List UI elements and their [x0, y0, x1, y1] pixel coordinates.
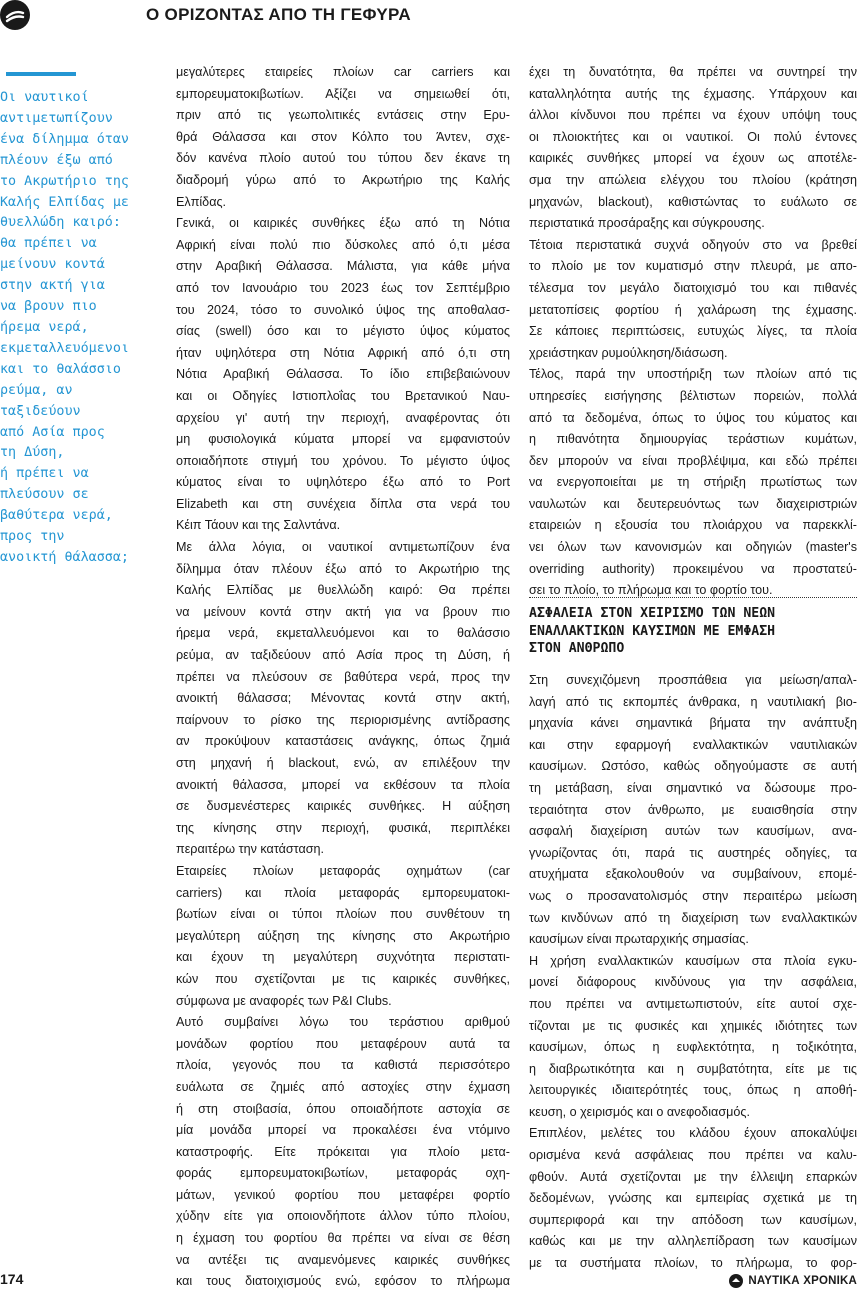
- text-line: κευση, ο χειρισμός και ο ανεφοδιασμός.: [529, 1104, 750, 1119]
- pull-quote-line: Οι ναυτικοί: [0, 90, 89, 105]
- pull-quote-line: ήρεμα νερά,: [0, 319, 89, 335]
- text-line: carriers) και πλοία μεταφοράς εμπορευματοκι-: [176, 885, 510, 900]
- text-line: φοράς εμπορευματοκιβωτίων, μεταφοράς οχη-: [176, 1166, 510, 1181]
- text-line: γνωρίζοντας ότι, παρά τις αυστηρές οδηγίες, τα: [529, 845, 857, 860]
- text-line: τέλεσμα τον μεγάλο διατοιχισμό του και πιθανές: [529, 280, 857, 295]
- text-line: οι πλοιοκτήτες και οι ναυτικοί. Οι πολύ έντονες: [529, 129, 857, 144]
- pull-quote-line: πλέουν έξω από: [0, 152, 113, 168]
- text-line: στην Αραβική Θάλασσα. Μάλιστα, για κάθε μήνα: [176, 259, 510, 274]
- text-line: καυσίμων. Ωστόσο, καθώς οδηγούμαστε σε αυτή: [529, 759, 857, 774]
- pull-quote: [0, 88, 170, 569]
- text-line: η πιθανότητα δημιουργίας τεράστιων κυμάτων,: [529, 432, 857, 447]
- text-line: περιστατικά προσάραξης και σύγκρουσης.: [529, 216, 765, 231]
- section-title: Ο ΟΡΙΖΟΝΤΑΣ ΑΠΟ ΤΗ ΓΕΦΥΡΑ: [146, 5, 411, 24]
- text-line: συμπεριφορά και την απόδοση των καυσίμων,: [529, 1212, 857, 1227]
- text-line: τεραιότητα στον άνθρωπο, με ευαισθησία στην: [529, 802, 857, 817]
- pull-quote-line: ταξιδεύουν: [0, 403, 81, 419]
- footer-brand: [729, 1272, 857, 1290]
- text-line: Με άλλα λόγια, οι ναυτικοί αντιμετωπίζουν ένα: [176, 540, 510, 555]
- text-line: η διαβρωτικότητα και η συμβατότητα, είτε με τις: [529, 1061, 857, 1076]
- text-line: Η χρήση εναλλακτικών καυσίμων στα πλοία εγκυ-: [529, 953, 857, 968]
- text-line: καυσίμων, όπως η ευφλεκτότητα, η τοξικότητα,: [529, 1040, 857, 1055]
- text-line: περαιτέρω την κατάσταση.: [176, 842, 325, 857]
- text-line: μηχανών, blackout), καθιστώντας το ευάλωτο σε: [529, 194, 857, 209]
- text-line: πρέπει να πλεύσουν σε βαθύτερα νερά, προς την: [176, 669, 510, 684]
- article-column-2: [176, 62, 510, 1293]
- pull-quote-line: τη Δύση,: [0, 445, 65, 461]
- pull-quote-line: μείνουν κοντά: [0, 257, 105, 273]
- text-line: Νότια Αραβική Θάλασσα. Το ίδιο επιβεβαιώνουν: [176, 367, 510, 382]
- text-line: σμα την απώλεια ελέγχου του πλοίου (κράτηση: [529, 172, 857, 187]
- text-line: στη μηχανή ή blackout, ενώ, αν επιλέξουν την: [176, 756, 510, 770]
- text-line: εμπορευματοκιβωτίων. Αξίζει να σημειωθεί ότι,: [176, 86, 510, 101]
- text-line: ορισμένα κενά ασφάλειας που πρέπει να καλυ-: [529, 1148, 857, 1163]
- text-line: βωτίων είναι οι τύποι πλοίων που συνθέτουν τη: [176, 907, 510, 922]
- pull-quote-line: να βρουν πιο: [0, 299, 97, 315]
- text-line: Στη συνεχιζόμενη προσπάθεια για μείωση/απαλ-: [529, 673, 857, 687]
- section-heading: [529, 605, 857, 658]
- text-line: μονάδων φορτίου που μεταφέρουν αυτά τα: [176, 1036, 510, 1051]
- text-line: και οι Οδηγίες Ιστιοπλοΐας του Βρετανικού Ναυ-: [176, 388, 510, 403]
- text-line: ή στη στοιβασία, όπου οποιαδήποτε αστοχία σε: [176, 1101, 510, 1116]
- text-line: μεγαλύτερη αύξηση της κίνησης στο Ακρωτήριο: [176, 928, 510, 943]
- text-line: να αντέξει τις αναμενόμενες καιρικές συνθήκες: [176, 1252, 510, 1267]
- text-line: έχει τη δυνατότητα, θα πρέπει να συντηρεί την: [529, 65, 857, 79]
- text-line: με τα συστήματα πλοίων, το πλήρωμα, το φορ-: [529, 1256, 857, 1271]
- text-line: λειτουργικές ιδιαιτερότητές τους, όπως η αποθή-: [529, 1083, 857, 1098]
- text-line: μονεί διάφορους κινδύνους για την ασφάλεια,: [529, 975, 857, 990]
- text-line: Εταιρείες πλοίων μεταφοράς οχημάτων (car: [176, 863, 510, 878]
- pull-quote-line: προς την: [0, 529, 65, 545]
- text-line: μεγαλύτερες εταιρείες πλοίων car carriers και: [176, 65, 510, 79]
- text-line: ήταν υψηλότερα στη Νότια Αφρική από ό,τι στη: [176, 345, 510, 360]
- section-divider: [529, 597, 857, 598]
- text-line: παίρνουν το ρίσκο της περιορισμένης αντίδρασης: [176, 712, 510, 727]
- pull-quote-line: αντιμετωπίζουν: [0, 110, 113, 126]
- text-line: ασφαλή διαχείριση αυτών των καυσίμων, ανα-: [529, 824, 857, 839]
- text-line: και έχουν τη μεγαλύτερη συχνότητα περιστατι-: [176, 950, 510, 965]
- text-line: από τον Ιανουάριο του 2023 έως τον Σεπτέμβριο: [176, 280, 510, 295]
- text-line: μία μονάδα μπορεί να προκαλέσει ένα ντόμινο: [176, 1123, 510, 1138]
- text-line: κύματος είναι το υψηλότερο έξω από το Port: [176, 475, 510, 490]
- text-line: μη φυσιολογικά κύματα μπορεί να εμφανιστούν: [176, 432, 510, 447]
- section-body: [529, 670, 857, 1275]
- pull-quote-line: Καλής Ελπίδας με: [0, 194, 129, 210]
- text-line: χρειάστηκαν ρυμούλκηση/διάσωση.: [529, 345, 728, 360]
- text-line: νως ο προσανατολισμός στην περαιτέρω μείωση: [529, 888, 857, 903]
- text-line: αν προκύψουν καταστάσεις ανάγκης, όπως ζημιά: [176, 734, 510, 749]
- text-line: άλλοι κίνδυνοι που πρέπει να έχουν υπόψη τους: [529, 108, 857, 123]
- pull-quote-line: ρεύμα, αν: [0, 382, 73, 398]
- heading-line: ΕΝΑΛΛΑΚΤΙΚΩΝ ΚΑΥΣΙΜΩΝ ΜΕ ΕΜΦΑΣΗ: [529, 623, 776, 639]
- text-line: σε δυσμενέστερες καιρικές συνθήκες. Η αύξηση: [176, 799, 510, 814]
- text-line: σίας (swell) όσο και το μέγιστο ύψος κύματος: [176, 324, 510, 339]
- text-line: και στην εφαρμογή εναλλακτικών ναυτιλιακών: [529, 737, 857, 752]
- text-line: δόν κανένα πλοίο αυτού του τύπου δεν έκανε τη: [176, 151, 510, 166]
- text-line: Σε κάποιες περιπτώσεις, ευτυχώς λίγες, τα πλοία: [529, 324, 857, 339]
- page-number: 174: [0, 1271, 24, 1287]
- text-line: ναυλωτών και δευτερευόντως των διαχειριστριών: [529, 496, 857, 511]
- text-line: Τέτοια περιστατικά συχνά οδηγούν στο να βρεθεί: [529, 237, 857, 252]
- text-line: Γενικά, οι καιρικές συνθήκες έξω από τη Νότια: [176, 216, 510, 231]
- text-line: ήρεμα νερά, εκμεταλλευόμενοι και το θαλάσσιο: [176, 626, 510, 641]
- text-line: Καλής Ελπίδας με θυελλώδη καιρό: Θα πρέπει: [176, 583, 510, 598]
- text-line: πριν από τις γεωπολιτικές εντάσεις στην Ερυ-: [176, 108, 510, 123]
- heading-line: ΑΣΦΑΛΕΙΑ ΣΤΟΝ ΧΕΙΡΙΣΜΟ ΤΩΝ ΝΕΩΝ: [529, 606, 776, 621]
- text-line: ανοικτή θάλασσα, μπορεί να εκθέσουν τα πλοία: [176, 777, 510, 792]
- text-line: να ενεργοποιείται με τη στήριξη πρωτίστως των: [529, 475, 857, 490]
- text-line: ανοικτή θάλασσα; Μένοντας κοντά στην ακτή,: [176, 691, 510, 706]
- text-line: του 2024, τόσο το συνολικό ύψος της αποθαλασ-: [176, 302, 510, 317]
- text-line: πλοία, γεγονός που τα καθιστά περισσότερο: [176, 1058, 510, 1073]
- text-line: οποιαδήποτε στιγμή του χρόνου. Το μέγιστο ύψος: [176, 453, 510, 468]
- text-line: δίλημμα όταν πλέουν έξω από το Ακρωτήριο της: [176, 561, 510, 576]
- pull-quote-rule: [6, 72, 76, 76]
- pull-quote-line: το Ακρωτήριο της: [0, 173, 129, 189]
- text-line: φθούν. Αυτά σχετίζονται με την έλλειψη επαρκών: [529, 1169, 857, 1184]
- text-line: Επιπλέον, μελέτες του κλάδου έχουν αποκαλύψει: [529, 1126, 857, 1141]
- heading-line: ΣΤΟΝ ΑΝΘΡΩΠΟ: [529, 641, 625, 656]
- text-line: η έχμαση του φορτίου θα πρέπει να είναι σε θέση: [176, 1231, 510, 1246]
- ship-logo-icon: [729, 1274, 743, 1288]
- text-line: μάτων, γενικού φορτίου που μεταφέρει φορτίο: [176, 1187, 510, 1202]
- text-line: να μείνουν κοντά στην ακτή για να βρουν πιο: [176, 604, 510, 619]
- pull-quote-line: ή πρέπει να: [0, 466, 89, 482]
- text-line: Τέλος, παρά την υποστήριξη των πλοίων από τις: [529, 367, 857, 382]
- text-line: σει το πλοίο, το πλήρωμα και το φορτίο του.: [529, 583, 773, 598]
- text-line: τη μετάβαση, είναι σημαντικό να δώσουμε προ-: [529, 780, 857, 795]
- brand-name: ΝΑΥΤΙΚΑ ΧΡΟΝΙΚΑ: [748, 1275, 857, 1287]
- text-line: διαδρομή γύρω από το Ακρωτήριο της Καλής: [176, 172, 510, 187]
- text-line: υπηρεσίες εισήγησης βέλτιστων πορειών, πολλά: [529, 388, 857, 403]
- text-line: νει όλων των κανονισμών και οδηγιών (master's: [529, 540, 857, 555]
- text-line: το πλοίο με τον κυματισμό στην πλευρά, με απο-: [529, 259, 857, 274]
- pull-quote-line: ανοικτή θάλασσα;: [0, 549, 129, 565]
- text-line: καταστροφής. Είτε πρόκειται για πλοίο μετα-: [176, 1144, 510, 1159]
- text-line: Αυτό συμβαίνει λόγω του τεράστιου αριθμού: [176, 1015, 510, 1030]
- text-line: αρχείου γι' αυτή την περιοχή, αναφέροντας ότι: [176, 410, 510, 425]
- text-line: θρά Θάλασσα και στον Κόλπο του Άντεν, σχε-: [176, 129, 510, 144]
- text-line: σύμφωνα με αναφορές των P&I Clubs.: [176, 993, 392, 1008]
- pull-quote-line: βαθύτερα νερά,: [0, 508, 113, 524]
- text-line: Ελπίδας.: [176, 194, 227, 209]
- text-line: Elizabeth και στη συνέχεια δίπλα στα νερά του: [176, 496, 510, 511]
- text-line: καταλληλότητα αυτής της έχμασης. Υπάρχουν και: [529, 86, 857, 101]
- pull-quote-line: θα πρέπει να: [0, 236, 97, 252]
- pull-quote-line: εκμεταλλευόμενοι: [0, 340, 129, 356]
- text-line: από τα δεδομένα, όπως το ύψος του κύματος και: [529, 410, 857, 425]
- text-line: δεδομένων, γνώσης και εμπειρίας σχετικά με τη: [529, 1191, 857, 1206]
- text-line: και τους διατοιχισμούς ενώ, εφόσον το πλήρωμα: [176, 1274, 510, 1289]
- text-line: κών που σχετίζονται με τις καιρικές συνθήκες,: [176, 971, 510, 986]
- text-line: χύδην είτε για οποιονδήποτε άλλον τύπο πλοίου,: [176, 1209, 510, 1224]
- magazine-logo-icon: [0, 0, 30, 30]
- text-line: λαγή από τις εκπομπές άνθρακα, η ναυτιλιακή βιο-: [529, 694, 857, 709]
- pull-quote-line: θυελλώδη καιρό:: [0, 215, 121, 231]
- text-line: καυσίμων είναι πρωταρχικής σημασίας.: [529, 932, 749, 947]
- text-line: τίζονται με τις φυσικές και χημικές ιδιότητες των: [529, 1018, 857, 1033]
- text-line: καθώς και με την αλληλεπίδραση των καυσίμων: [529, 1234, 857, 1249]
- text-line: Αφρική είναι πολύ πιο δύσκολες από ό,τι μέσα: [176, 237, 510, 252]
- pull-quote-line: από Ασία προς: [0, 424, 105, 440]
- text-line: της κίνησης στην περιοχή, φυσικά, περιπλέκει: [176, 820, 510, 835]
- text-line: ευάλωτα σε ζημιές από αστοχίες στην έχμαση: [176, 1079, 510, 1094]
- text-line: ρεύμα, αν ταξιδεύουν από Ασία προς τη Δύση, ή: [176, 648, 510, 663]
- text-line: δεν μπορούν να είναι προβλέψιμα, και εδώ πρέπει: [529, 453, 857, 468]
- text-line: των κινδύνων από τη διαχείριση των εναλλακτικών: [529, 910, 857, 925]
- pull-quote-line: ένα δίλημμα όταν: [0, 131, 129, 147]
- text-line: μετατοπίσεις φορτίου ή χαλάρωση της έχμασης.: [529, 302, 857, 317]
- text-line: καιρικές συνθήκες μπορεί να έχουν ως αποτέλε-: [529, 151, 857, 166]
- text-line: ατυχήματα εξακολουθούν να συμβαίνουν, επομέ-: [529, 867, 857, 882]
- text-line: overriding authority) προκειμένου να προστατεύ-: [529, 561, 857, 576]
- pull-quote-line: στην ακτή για: [0, 278, 105, 294]
- article-column-3: [529, 62, 857, 602]
- text-line: εταιρειών η εξουσία του πλοιάρχου να παρεκκλί-: [529, 518, 857, 533]
- text-line: μηχανία κάνει σημαντικά βήματα την ανάπτυξη: [529, 716, 857, 731]
- pull-quote-line: και το θαλάσσιο: [0, 361, 121, 377]
- text-line: που πρέπει να αντιμετωπιστούν, είτε αυτοί σχε-: [529, 996, 857, 1011]
- text-line: Κέιπ Τάουν και της Σαλντάνα.: [176, 518, 341, 533]
- pull-quote-line: πλεύσουν σε: [0, 487, 89, 503]
